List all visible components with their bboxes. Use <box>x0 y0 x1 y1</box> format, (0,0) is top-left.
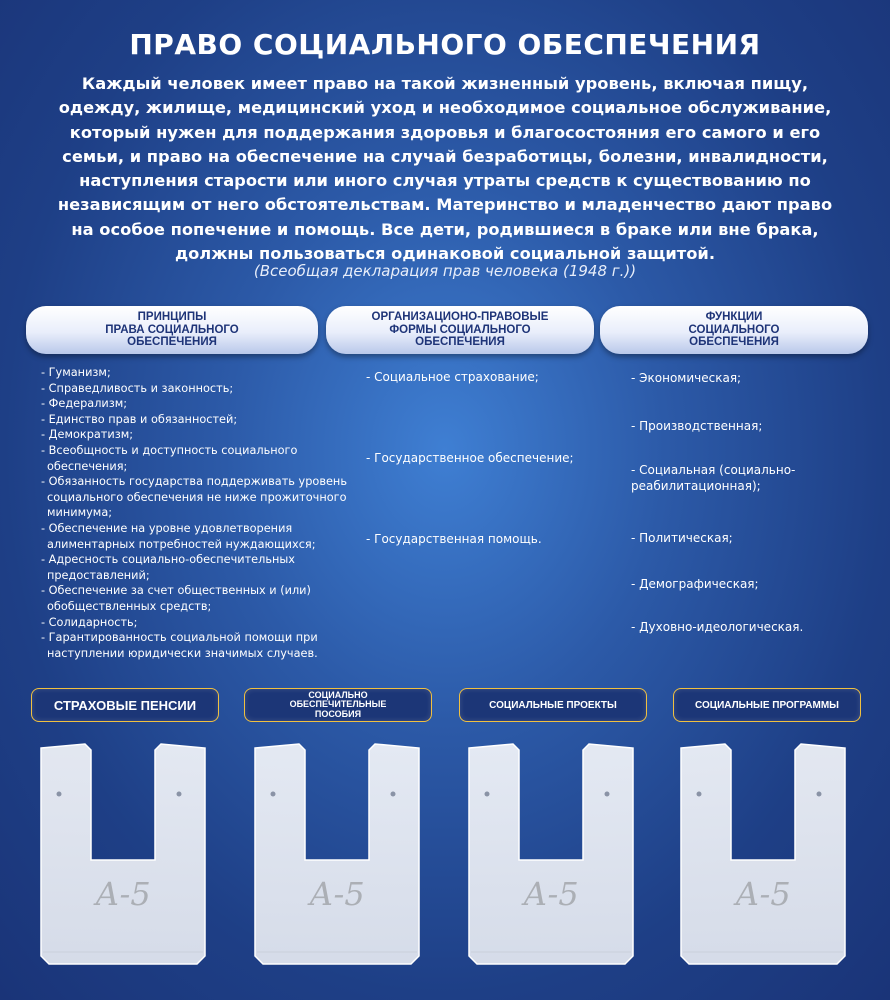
pocket-label-text: ПОСОБИЯ <box>314 708 362 719</box>
forms-list <box>366 370 606 613</box>
list-item: - Государственное обеспечение; <box>366 451 574 465</box>
pocket-label-benefits <box>244 688 432 722</box>
pocket-mark: А-5 <box>309 875 365 913</box>
header-line: СОЦИАЛЬНОГО <box>688 323 780 336</box>
header-line: ОБЕСПЕЧЕНИЯ <box>127 336 217 349</box>
a5-pocket[interactable] <box>251 742 423 970</box>
pocket-label-text: СОЦИАЛЬНЫЕ ПРОГРАММЫ <box>695 699 839 711</box>
quote-line: семьи, и право на обеспечение на случай безработицы, болезни, инвалидности, <box>62 146 828 166</box>
pocket-label-text: ОБЕСПЕЧИТЕЛЬНЫЕ <box>289 699 387 710</box>
pocket-mark: А-5 <box>735 875 791 913</box>
pocket-shape <box>465 742 637 970</box>
pocket-label-pensions <box>31 688 219 722</box>
header-line: ПРИНЦИПЫ <box>137 311 207 324</box>
quote-line: который нужен для поддержания здоровья и благосостояния его самого и его <box>69 122 821 142</box>
list-item: - Федерализм; <box>41 397 128 411</box>
list-item: - Гарантированность социальной помощи при наступлении юридически значимых случаев. <box>41 631 318 660</box>
list-item: - Справедливость и законность; <box>41 381 234 395</box>
list-item: - Духовно-идеологическая. <box>631 620 804 634</box>
list-item: - Производственная; <box>631 419 763 433</box>
pocket-label-text: СОЦИАЛЬНО <box>308 689 368 700</box>
a5-pocket[interactable] <box>677 742 849 970</box>
functions-header <box>600 306 868 354</box>
functions-list <box>631 370 871 635</box>
header-line: ОБЕСПЕЧЕНИЯ <box>689 336 779 349</box>
quote-source: (Всеобщая декларация прав человека (1948 г.)) <box>253 262 637 280</box>
list-item: - Адресность социально-обеспечительных предоставлений; <box>41 553 295 582</box>
pocket-shape <box>677 742 849 970</box>
header-line: ФУНКЦИИ <box>705 311 763 324</box>
list-item: - Государственная помощь. <box>366 532 542 546</box>
list-item: - Гуманизм; <box>41 366 111 379</box>
pocket-mark: А-5 <box>95 875 151 913</box>
forms-header <box>326 306 594 354</box>
pocket-label-programs <box>673 688 861 722</box>
pocket-label-text: СТРАХОВЫЕ ПЕНСИИ <box>53 697 197 713</box>
list-item: - Солидарность; <box>41 615 138 629</box>
a5-pocket[interactable] <box>37 742 209 970</box>
list-item: - Единство прав и обязанностей; <box>41 412 238 426</box>
a5-pocket[interactable] <box>465 742 637 970</box>
pocket-label-text: СОЦИАЛЬНЫЕ ПРОЕКТЫ <box>489 699 617 711</box>
quote-line: Каждый человек имеет право на такой жизненный уровень, включая пищу, <box>81 74 809 93</box>
pocket-shape <box>37 742 209 970</box>
list-item: - Обеспечение на уровне удовлетворения алиментарных потребностей нуждающихся; <box>41 521 316 551</box>
header-line: ОРГАНИЗАЦИОНО-ПРАВОВЫЕ <box>371 311 549 324</box>
page-title: ПРАВО СОЦИАЛЬНОГО ОБЕСПЕЧЕНИЯ <box>129 28 761 61</box>
list-item: - Демократизм; <box>41 428 134 442</box>
list-item: - Обязанность государства поддерживать уровень социального обеспечения не ниже прожиточного минимума; <box>41 475 347 520</box>
pocket-mark: А-5 <box>523 875 579 913</box>
quote-line: наступления старости или иного случая утраты средств к существованию по <box>79 171 811 191</box>
header-line: ОБЕСПЕЧЕНИЯ <box>415 336 505 349</box>
quote-line: независящим от него обстоятельствам. Материнство и младенчество дают право <box>57 195 833 215</box>
list-item: - Всеобщность и доступность социального обеспечения; <box>41 443 298 473</box>
principles-list <box>36 365 356 661</box>
principles-header <box>26 306 318 354</box>
list-item: - Политическая; <box>631 531 733 545</box>
pocket-label-projects <box>459 688 647 722</box>
list-item: - Социальная (социально-реабилитационная); <box>631 463 796 493</box>
list-item: - Обеспечение за счет общественных и (или) обобществленных средств; <box>41 584 311 613</box>
header-line: ПРАВА СОЦИАЛЬНОГО <box>105 323 239 336</box>
quote-line: должны пользоваться одинаковой социальной защитой. <box>174 244 716 264</box>
list-item: - Социальное страхование; <box>366 370 539 384</box>
list-item: - Экономическая; <box>631 371 742 385</box>
quote-line: на особое попечение и помощь. Все дети, родившиеся в браке или вне брака, <box>71 219 819 239</box>
declaration-quote <box>40 72 850 266</box>
quote-line: одежду, жилище, медицинский уход и необходимое социальное обслуживание, <box>58 98 832 118</box>
list-item: - Демографическая; <box>631 577 759 591</box>
pocket-shape <box>251 742 423 970</box>
header-line: ФОРМЫ СОЦИАЛЬНОГО <box>389 323 531 336</box>
